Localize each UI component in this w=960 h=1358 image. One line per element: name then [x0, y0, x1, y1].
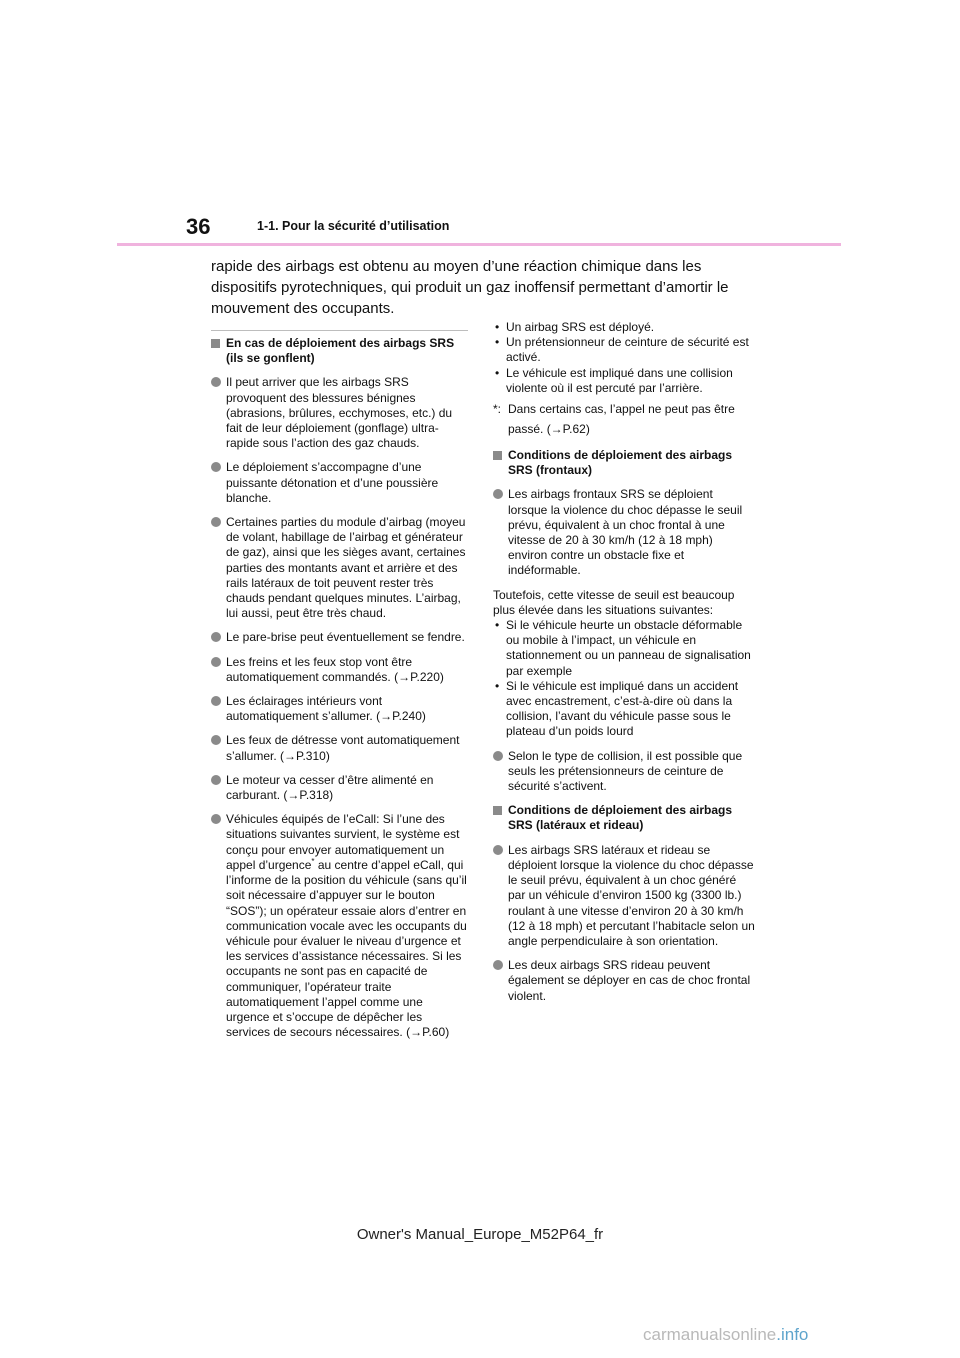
- footnote-marker: *: [311, 856, 315, 866]
- threshold-block: [493, 588, 755, 740]
- square-bullet-icon: [211, 339, 220, 348]
- list-item: Les airbags SRS latéraux et rideau se déploient lorsque la violence du choc dépasse le seuil prévu, équivalent à un choc généré par un véhicule d’environ 1500 kg (3300 lb.) roulant à une vitesse d’environ 20 à 30 km/h (12 à 18 mph) et percutant l’habitacle selon un angle perpendiculaire à son orientation.: [493, 843, 755, 949]
- circle-bullet-icon: [211, 657, 221, 667]
- list-item: Selon le type de collision, il est possible que seuls les prétensionneurs de ceinture de sécurité s’activent.: [493, 749, 755, 795]
- square-bullet-icon: [493, 806, 502, 815]
- list-item: Les feux de détresse vont automatiquement s’allumer. (→P.310): [211, 733, 469, 763]
- circle-bullet-icon: [493, 751, 503, 761]
- left-column: [211, 336, 469, 1049]
- ecall-condition: • Le véhicule est impliqué dans une collision violente où il est percuté par l’arrière.: [495, 365, 733, 395]
- threshold-item: • Si le véhicule heurte un obstacle déformable ou mobile à l’impact, un véhicule en stationnement ou un panneau de signalisation par exemple: [495, 618, 751, 678]
- intro-paragraph: rapide des airbags est obtenu au moyen d’une réaction chimique dans les dispositifs pyrotechniques, qui produit un gaz inoffensif permettant d’amortir le mouvement des occupants.: [211, 258, 729, 317]
- page-number: 36: [186, 214, 211, 239]
- circle-bullet-icon: [211, 632, 221, 642]
- watermark: carmanualsonline.info: [643, 1325, 809, 1344]
- footer-text: Owner's Manual_Europe_M52P64_fr: [356, 1226, 604, 1243]
- circle-bullet-icon: [211, 377, 221, 387]
- side-heading: Conditions de déploiement des airbags SRS (latéraux et rideau): [493, 803, 755, 833]
- deployment-heading: En cas de déploiement des airbags SRS (ils se gonflent): [211, 336, 469, 366]
- frontal-heading: Conditions de déploiement des airbags SRS (frontaux): [493, 448, 755, 478]
- threshold-item: • Si le véhicule est impliqué dans un accident avec encastrement, c’est-à-dire où dans la collision, l’avant du véhicule passe sous le plateau d’un poids lourd: [495, 678, 739, 739]
- circle-bullet-icon: [211, 696, 221, 706]
- circle-bullet-icon: [493, 845, 503, 855]
- circle-bullet-icon: [211, 775, 221, 785]
- right-column: [493, 320, 755, 1013]
- circle-bullet-icon: [211, 517, 221, 527]
- list-item: Les éclairages intérieurs vont automatiquement s’allumer. (→P.240): [211, 694, 469, 724]
- circle-bullet-icon: [493, 489, 503, 499]
- list-item: Certaines parties du module d’airbag (moyeu de volant, habillage de l’airbag et générateur de gaz), ainsi que les sièges avant, certaines parties des montants avant et arrière et des rails latéraux de toit peuvent rester très chauds pendant quelques minutes. L’airbag, lui aussi, peut être très chaud.: [211, 515, 469, 621]
- column-divider: [211, 330, 468, 331]
- footnote: *: Dans certains cas, l’appel ne peut pas être passé. (→P.62): [493, 402, 735, 437]
- list-item: Le moteur va cesser d’être alimenté en carburant. (→P.318): [211, 773, 469, 803]
- square-bullet-icon: [493, 451, 502, 460]
- circle-bullet-icon: [211, 735, 221, 745]
- ecall-item: Véhicules équipés de l’eCall: Si l’une des situations suivantes survient, le système est conçu pour envoyer automatiquement un appel d’urgence* au centre d’appel eCall, qui l’informe de la position du véhicule (sans qu’il soit nécessaire d’appuyer sur le bouton “SOS”); un opérateur essaie alors d’entrer en communication vocale avec les occupants du véhicule pour évaluer le niveau d’urgence et les services d’assistance nécessaires. Si les occupants ne sont pas en capacité de communiquer, l’opérateur traite automatiquement l’appel comme une urgence et s’occupe de dépêcher les services de secours nécessaires. (→P.60): [211, 812, 469, 1040]
- ecall-condition: • Un airbag SRS est déployé.: [495, 320, 655, 334]
- list-item: Le pare-brise peut éventuellement se fendre.: [211, 630, 469, 645]
- circle-bullet-icon: [211, 814, 221, 824]
- list-item: Les deux airbags SRS rideau peuvent également se déployer en cas de choc frontal violent.: [493, 958, 755, 1004]
- circle-bullet-icon: [211, 462, 221, 472]
- ecall-condition: • Un prétensionneur de ceinture de sécurité est activé.: [495, 335, 749, 365]
- list-item: Il peut arriver que les airbags SRS provoquent des blessures bénignes (abrasions, brûlures, ecchymoses, etc.) du fait de leur déploiement (gonflage) ultra-rapide sous l’action des gaz chauds.: [211, 375, 469, 451]
- list-item: Les airbags frontaux SRS se déploient lorsque la violence du choc dépasse le seuil prévu, équivalent à un choc frontal à une vitesse de 20 à 30 km/h (12 à 18 mph) environ contre un obstacle fixe et indéformable.: [493, 487, 755, 578]
- section-title: 1-1. Pour la sécurité d’utilisation: [257, 219, 450, 233]
- header-divider: [117, 243, 841, 246]
- list-item: Les freins et les feux stop vont être automatiquement commandés. (→P.220): [211, 655, 469, 685]
- threshold-paragraph: Toutefois, cette vitesse de seuil est beaucoup plus élevée dans les situations suivantes:: [493, 587, 735, 617]
- list-item: Le déploiement s’accompagne d’une puissante détonation et d’une poussière blanche.: [211, 460, 469, 506]
- circle-bullet-icon: [493, 960, 503, 970]
